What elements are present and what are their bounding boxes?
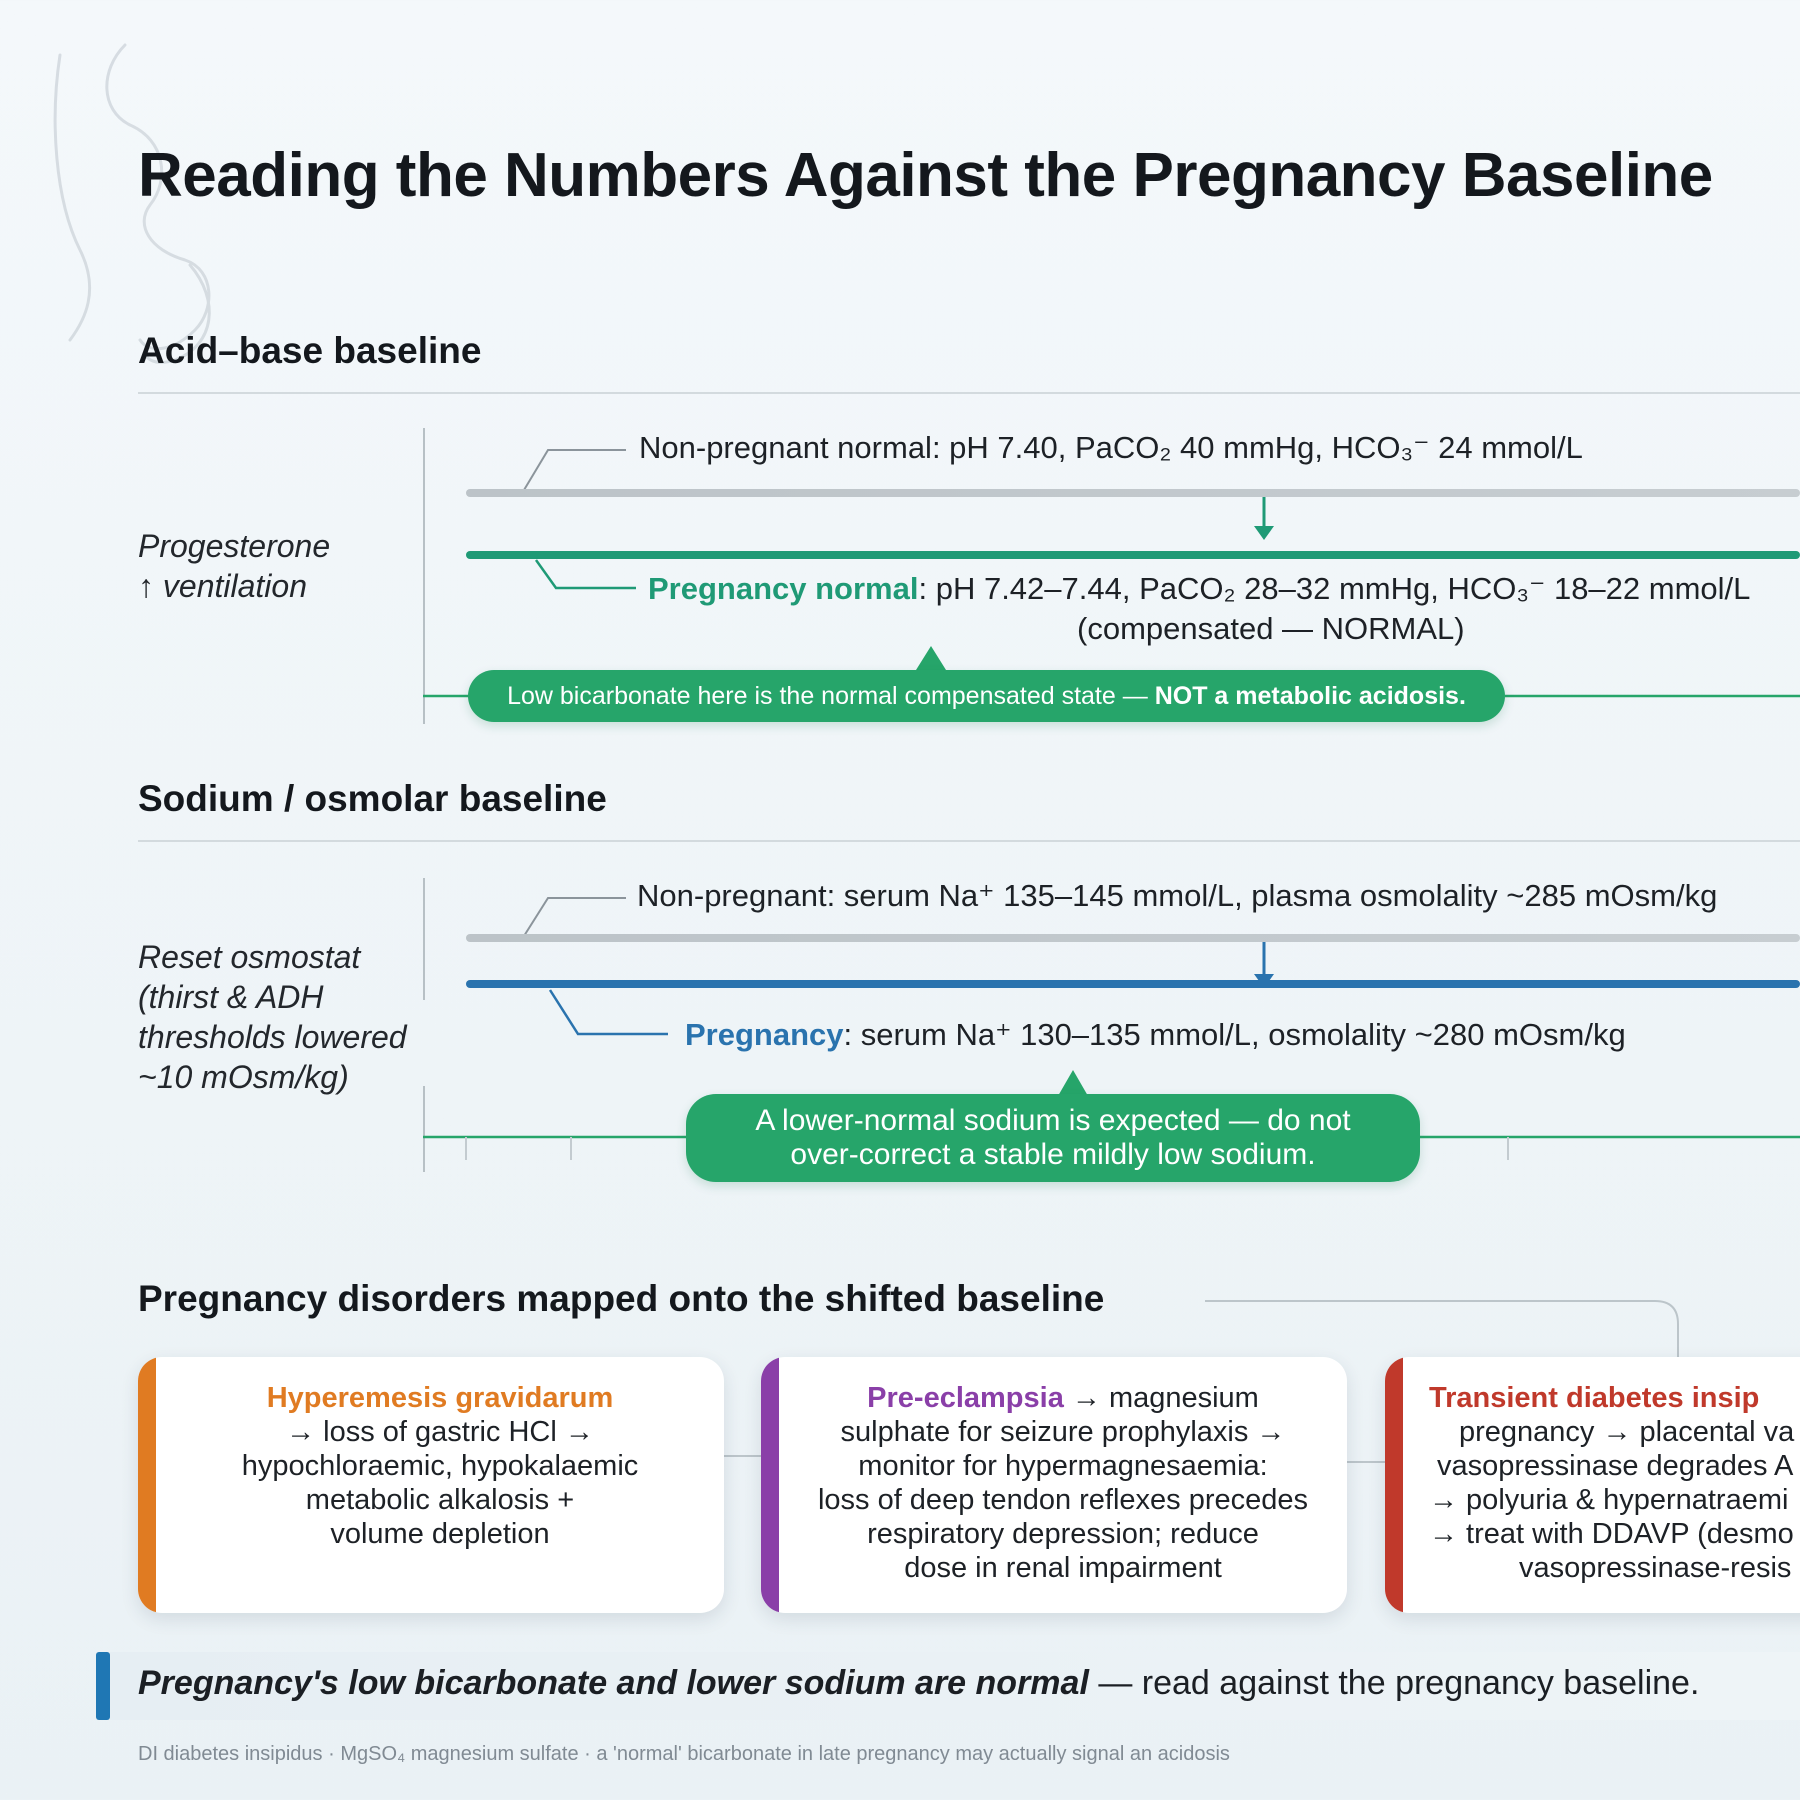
side-note-line: Reset osmostat — [138, 939, 361, 975]
card-line: volume depletion — [330, 1518, 550, 1550]
card-line: → polyuria & hypernatraemi — [1429, 1484, 1789, 1516]
disorder-card-pre-eclampsia — [761, 1357, 1347, 1613]
page-title: Reading the Numbers Against the Pregnancy Baseline — [138, 141, 1713, 210]
side-note-line: ↑ ventilation — [138, 568, 307, 604]
card-line: dose in renal impairment — [904, 1552, 1222, 1584]
card-line: pregnancy → placental va — [1459, 1416, 1795, 1448]
card-accent-bar — [1385, 1357, 1403, 1613]
takeaway-rest: — read against the pregnancy baseline. — [1088, 1664, 1700, 1702]
side-note-line: thresholds lowered — [138, 1019, 407, 1055]
disorder-card-diabetes-insipidus — [1385, 1357, 1800, 1613]
card-accent-bar — [138, 1357, 156, 1613]
card-line: respiratory depression; reduce — [867, 1518, 1259, 1550]
card-line: monitor for hypermagnesaemia: — [858, 1450, 1268, 1482]
disorders-heading: Pregnancy disorders mapped onto the shifted baseline — [138, 1278, 1105, 1319]
disorder-card-hyperemesis — [138, 1357, 724, 1613]
sodium-heading: Sodium / osmolar baseline — [138, 778, 607, 819]
card-line: sulphate for seizure prophylaxis → — [840, 1416, 1286, 1448]
takeaway-emphasis: Pregnancy's low bicarbonate and lower sodium are normal — [138, 1664, 1089, 1702]
card-line: vasopressinase-resis — [1519, 1552, 1792, 1584]
pregnancy-values-text: : serum Na⁺ 130–135 mmol/L, osmolality ~280 mOsm/kg — [843, 1017, 1626, 1052]
side-note-line: ~10 mOsm/kg) — [138, 1059, 349, 1095]
card-line: → loss of gastric HCl → — [286, 1416, 594, 1448]
pregnancy-label: Pregnancy — [685, 1017, 844, 1052]
card-line: loss of deep tendon reflexes precedes — [817, 1484, 1309, 1516]
pregnancy-normal-label: Pregnancy normal — [648, 571, 919, 606]
card-title: Transient diabetes insip — [1429, 1382, 1760, 1414]
takeaway-accent-bar — [96, 1652, 110, 1720]
card-body — [779, 1357, 1347, 1613]
card-title-line — [779, 1381, 1347, 1415]
footnote: DI diabetes insipidus · MgSO₄ magnesium sulfate · a 'normal' bicarbonate in late pregnancy may actually signal an acidosis — [138, 1743, 1230, 1765]
acid-base-heading: Acid–base baseline — [138, 330, 482, 371]
card-line: vasopressinase degrades A — [1437, 1450, 1794, 1482]
callout-emphasis: NOT a metabolic acidosis. — [1154, 682, 1466, 710]
card-title: Hyperemesis gravidarum — [266, 1382, 614, 1414]
callout-line: over-correct a stable mildly low sodium. — [790, 1138, 1316, 1171]
pregnancy-values-text: : pH 7.42–7.44, PaCO₂ 28–32 mmHg, HCO₃⁻ 18–22 mmol/L — [918, 571, 1751, 606]
non-pregnant-values: Non-pregnant: serum Na⁺ 135–145 mmol/L, plasma osmolality ~285 mOsm/kg — [637, 878, 1718, 913]
pregnancy-values-note: (compensated — NORMAL) — [1077, 611, 1465, 646]
card-accent-bar — [761, 1357, 779, 1613]
card-title-line — [156, 1381, 724, 1415]
callout-line: A lower-normal sodium is expected — do not — [755, 1104, 1351, 1137]
side-note-line: (thirst & ADH — [138, 979, 324, 1015]
card-title: Pre-eclampsia — [867, 1382, 1064, 1414]
card-line: hypochloraemic, hypokalaemic — [241, 1450, 639, 1482]
side-note-line: Progesterone — [138, 528, 331, 564]
card-line: metabolic alkalosis + — [305, 1484, 575, 1516]
card-body — [1403, 1357, 1800, 1613]
card-title-suffix: → magnesium — [1063, 1382, 1259, 1414]
card-body — [156, 1357, 724, 1613]
card-title-line — [1429, 1381, 1800, 1415]
callout-text: Low bicarbonate here is the normal compensated state — — [507, 682, 1155, 710]
card-line: → treat with DDAVP (desmo — [1429, 1518, 1794, 1550]
takeaway-text — [138, 1664, 1699, 1703]
non-pregnant-values: Non-pregnant normal: pH 7.40, PaCO₂ 40 mmHg, HCO₃⁻ 24 mmol/L — [639, 430, 1583, 465]
